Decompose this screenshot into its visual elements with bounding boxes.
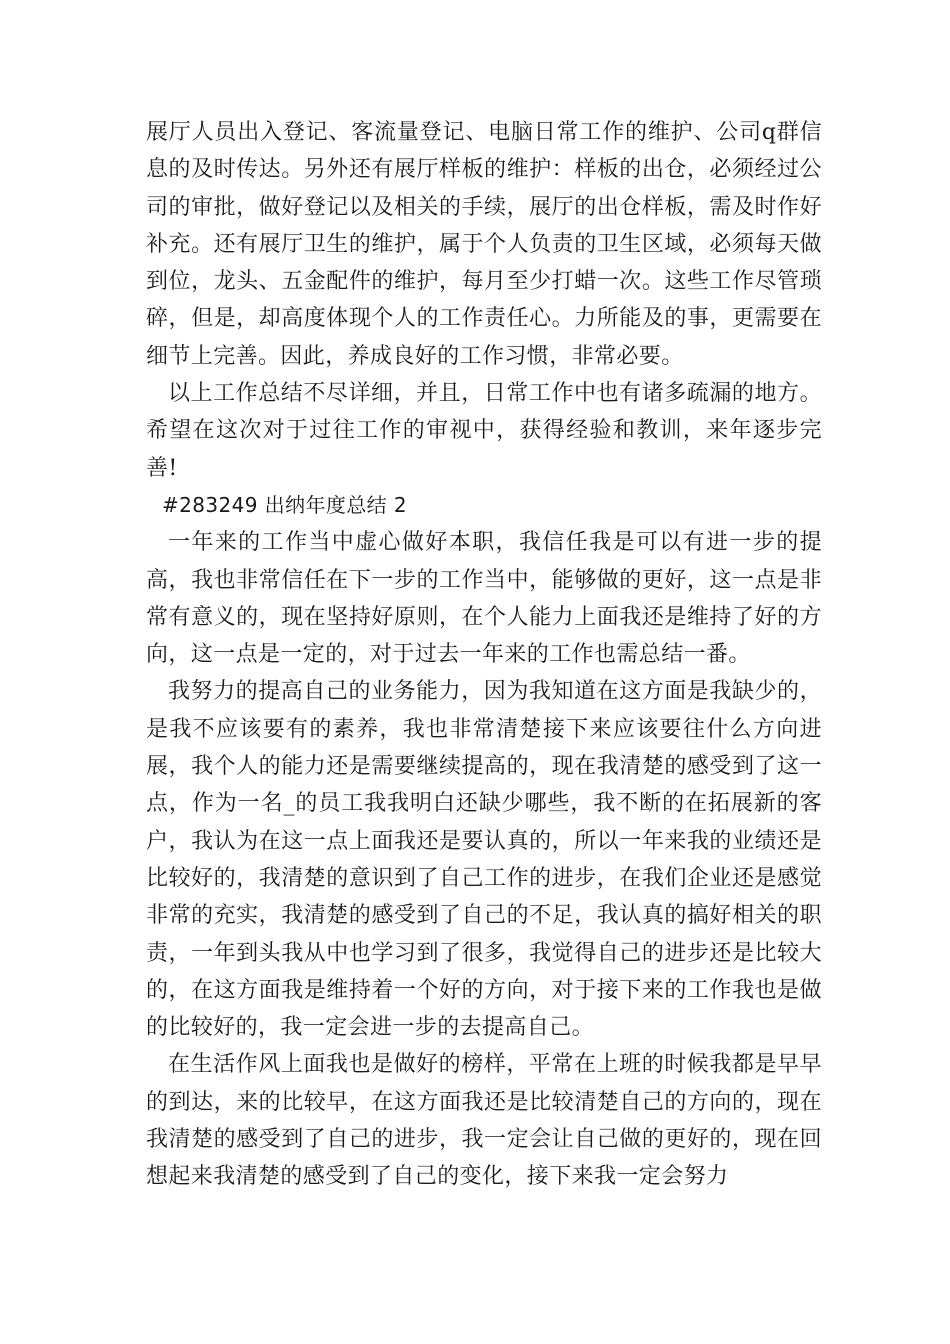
- document-body: [146, 114, 822, 1196]
- paragraph-year-review: 一年来的工作当中虚心做好本职，我信任我是可以有进一步的提高，我也非常信任在下一步的工作当中，能够做的更好，这一点是非常有意义的，现在坚持好原则，在个人能力上面我还是维持了好的方向，这一点是一定的，对于过去一年来的工作也需总结一番。: [146, 530, 822, 668]
- paragraph-summary-closing: 以上工作总结不尽详细，并且，日常工作中也有诸多疏漏的地方。希望在这次对于过往工作的审视中，获得经验和教训，来年逐步完善!: [146, 381, 822, 481]
- section-heading: #283249 出纳年度总结 2: [162, 492, 407, 517]
- paragraph-business-ability: 我努力的提高自己的业务能力，因为我知道在这方面是我缺少的，是我不应该要有的素养，我也非常清楚接下来应该要往什么方向进展，我个人的能力还是需要继续提高的，现在我清楚的感受到了这一点，作为一名_的员工我我明白还缺少哪些，我不断的在拓展新的客户，我认为在这一点上面我还是要认真的，所以一年来我的业绩还是比较好的，我清楚的意识到了自己工作的进步，在我们企业还是感觉非常的充实，我清楚的感受到了自己的不足，我认真的搞好相关的职责，一年到头我从中也学习到了很多，我觉得自己的进步还是比较大的，在这方面我是维持着一个好的方向，对于接下来的工作我也是做的比较好的，我一定会进一步的去提高自己。: [146, 679, 822, 1041]
- paragraph-exhibition-duties: 展厅人员出入登记、客流量登记、电脑日常工作的维护、公司q群信息的及时传达。另外还有展厅样板的维护：样板的出仓，必须经过公司的审批，做好登记以及相关的手续，展厅的出仓样板，需及时作好补充。还有展厅卫生的维护，属于个人负责的卫生区域，必须每天做到位，龙头、五金配件的维护，每月至少打蜡一次。这些工作尽管琐碎，但是，却高度体现个人的工作责任心。力所能及的事，更需要在细节上完善。因此，养成良好的工作习惯，非常必要。: [146, 120, 822, 369]
- paragraph-work-style: 在生活作风上面我也是做好的榜样，平常在上班的时候我都是早早的到达，来的比较早，在这方面我还是比较清楚自己的方向的，现在我清楚的感受到了自己的进步，我一定会让自己做的更好的，现在回想起来我清楚的感受到了自己的变化，接下来我一定会努力: [146, 1052, 822, 1190]
